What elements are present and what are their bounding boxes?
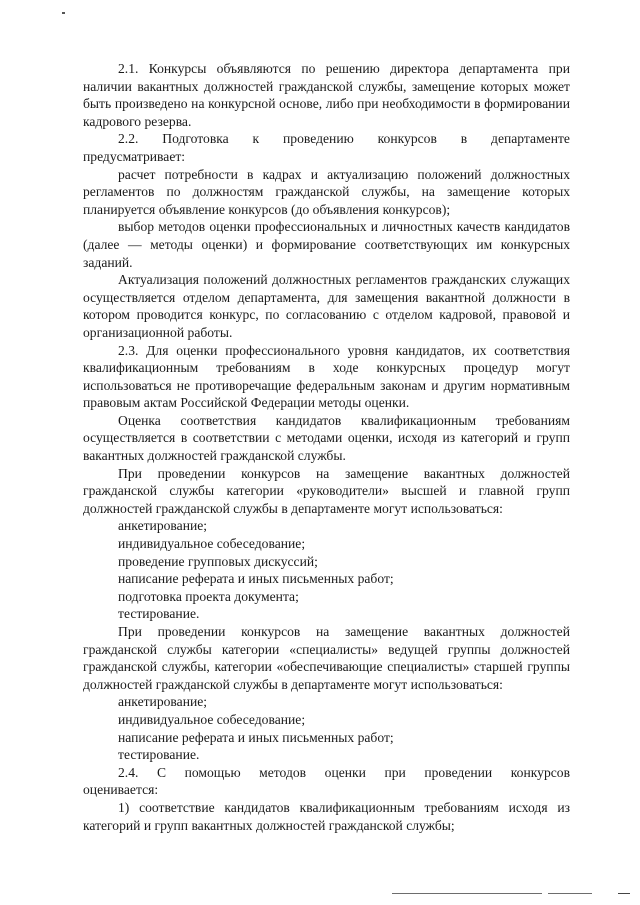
paragraph-2-4-continuation: оценивается: [83, 782, 159, 798]
document-page [83, 60, 570, 834]
paragraph-2-2-first-line: 2.2. Подготовка к проведению конкурсов в департаменте [118, 131, 570, 147]
footer-rule [392, 893, 542, 894]
paragraph-2-4-1: 1) соответствие кандидатов квалификационным требованиям исходя из категорий и групп вакантных должностей гражданской службы; [83, 799, 570, 833]
list-item: тестирование. [118, 606, 200, 622]
list-item: написание реферата и иных письменных работ; [118, 571, 394, 587]
paragraph-assessment: Оценка соответствия кандидатов квалификационным требованиям осуществляется в соответствии с методами оценки, исходя из категорий и групп вакантных должностей гражданской службы. [83, 412, 570, 464]
list-item: анкетирование; [118, 518, 208, 534]
scan-mark [62, 12, 65, 14]
list-item: написание реферата и иных письменных работ; [118, 729, 394, 745]
paragraph-2-2-a: расчет потребности в кадрах и актуализацию положений должностных регламентов по должностям гражданской службы, на замещение которых планируется объявление конкурсов (до объявления конкурсов); [83, 166, 570, 217]
list-item: анкетирование; [118, 694, 208, 710]
paragraph-leaders: При проведении конкурсов на замещение вакантных должностей гражданской службы категории «руководители» высшей и главной групп должностей гражданской службы в департаменте могут использоваться: [83, 465, 570, 516]
paragraph-2-2-b: выбор методов оценки профессиональных и личностных качеств кандидатов (далее — методы оценки) и формирование соответствующих им конкурсных заданий. [83, 219, 570, 270]
list-item: индивидуальное собеседование; [118, 536, 306, 552]
list-item: подготовка проекта документа; [118, 588, 299, 604]
list-item: тестирование. [118, 747, 200, 763]
footer-rule [548, 893, 592, 894]
paragraph-2-4-first-line: 2.4. С помощью методов оценки при проведении конкурсов [118, 764, 570, 780]
paragraph-2-3: 2.3. Для оценки профессионального уровня кандидатов, их соответствия квалификационным требованиям в ходе конкурсных процедур могут использоваться не противоречащие федеральным законам и другим нормативным правовым актам Российской Федерации методы оценки. [83, 342, 570, 411]
list-item: индивидуальное собеседование; [118, 711, 306, 727]
paragraph-actualization: Актуализация положений должностных регламентов гражданских служащих осуществляется отделом департамента, для замещения вакантной должности в котором проводится конкурс, по согласованию с отделом кадровой, правовой и организационной работы. [83, 272, 570, 340]
paragraph-specialists: При проведении конкурсов на замещение вакантных должностей гражданской службы категории «специалисты» ведущей группы должностей гражданской службы, категории «обеспечивающие специалисты» старшей группы должностей гражданской службы в департаменте могут использоваться: [83, 624, 570, 692]
footer-rule [618, 893, 630, 894]
paragraph-2-2-continuation: предусматривает: [83, 148, 186, 164]
list-item: проведение групповых дискуссий; [118, 553, 318, 569]
paragraph-2-1: 2.1. Конкурсы объявляются по решению директора департамента при наличии вакантных должностей гражданской службы, замещение которых может быть произведено на конкурсной основе, либо при необходимости в формировании кадрового резерва. [83, 61, 570, 129]
